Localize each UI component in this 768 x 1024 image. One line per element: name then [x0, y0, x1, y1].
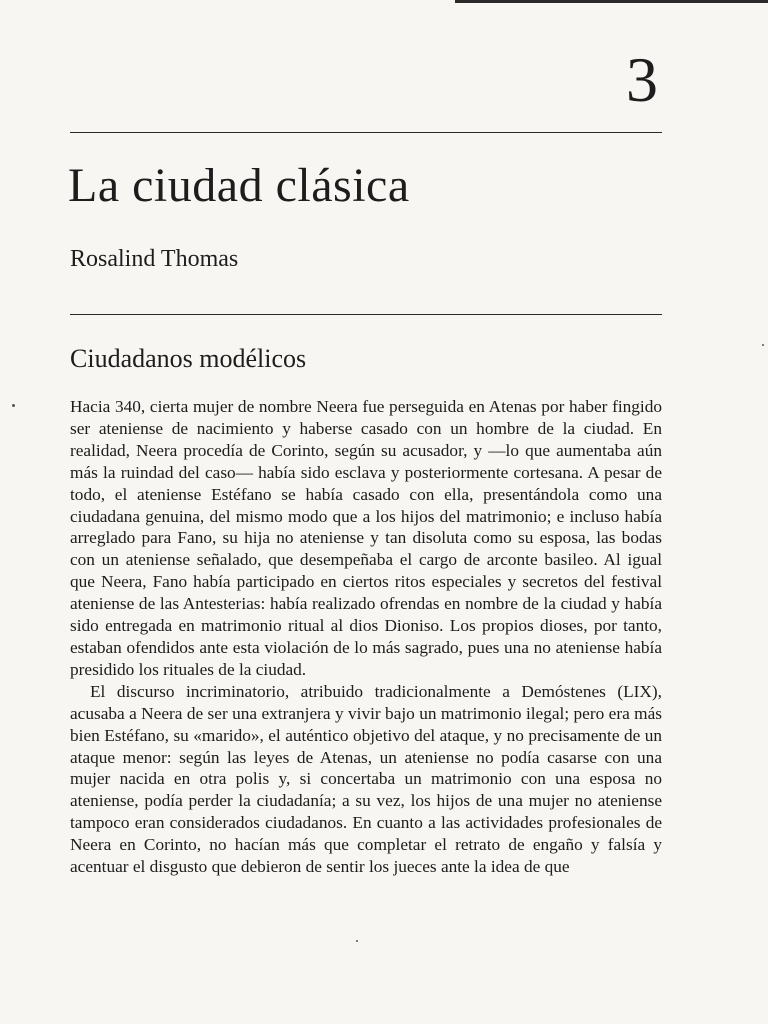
- scan-edge-mark: [455, 0, 768, 3]
- top-rule: [70, 132, 662, 133]
- bottom-rule: [70, 314, 662, 315]
- scan-speck: [12, 404, 15, 407]
- author-name: Rosalind Thomas: [70, 246, 239, 272]
- body-text: [70, 396, 662, 878]
- scan-speck: [762, 344, 764, 346]
- scan-speck: [356, 940, 358, 942]
- chapter-number: 3: [626, 44, 658, 115]
- paragraph-1: Hacia 340, cierta mujer de nombre Neera fue perseguida en Atenas por haber fingido ser ateniense de nacimiento y haberse casado con un hombre de la ciudad. En realidad, Neera procedía de Corinto, según su acusador, y —lo que aumentaba aún más la ruindad del caso— había sido esclava y posteriormente cortesana. A pesar de todo, el ateniense Estéfano se había casado con ella, presentándola como una ciudadana genuina, del mismo modo que a los hijos del matrimonio; e incluso había arreglado para Fano, su hija no ateniense y tan disoluta como su esposa, las bodas con un ateniense señalado, que desempeñaba el cargo de arconte basileo. Al igual que Neera, Fano había participado en ciertos ritos especiales y secretos del festival ateniense de las Antesterias: había realizado ofrendas en nombre de la ciudad y había sido entregada en matrimonio ritual al dios Dioniso. Los propios dioses, por tanto, estaban ofendidos ante esta violación de lo más sagrado, pues una no ateniense había presidido los rituales de la ciudad.: [70, 397, 662, 679]
- chapter-title: La ciudad clásica: [68, 159, 410, 212]
- section-heading: Ciudadanos modélicos: [70, 344, 307, 373]
- paragraph-2: El discurso incriminatorio, atribuido tradicionalmente a Demóstenes (LIX), acusaba a Neera de ser una extranjera y vivir bajo un matrimonio ilegal; pero era más bien Estéfano, su «marido», el auténtico objetivo del ataque, y no precisamente de un ataque menor: según las leyes de Atenas, un ateniense no podía casarse con una mujer nacida en otra polis y, si concertaba un matrimonio con una esposa no ateniense, podía perder la ciudadanía; a su vez, los hijos de una mujer no ateniense tampoco eran considerados ciudadanos. En cuanto a las actividades profesionales de Neera en Corinto, no hacían más que completar el retrato de engaño y falsía y acentuar el disgusto que debieron de sentir los jueces ante la idea de que: [70, 681, 662, 877]
